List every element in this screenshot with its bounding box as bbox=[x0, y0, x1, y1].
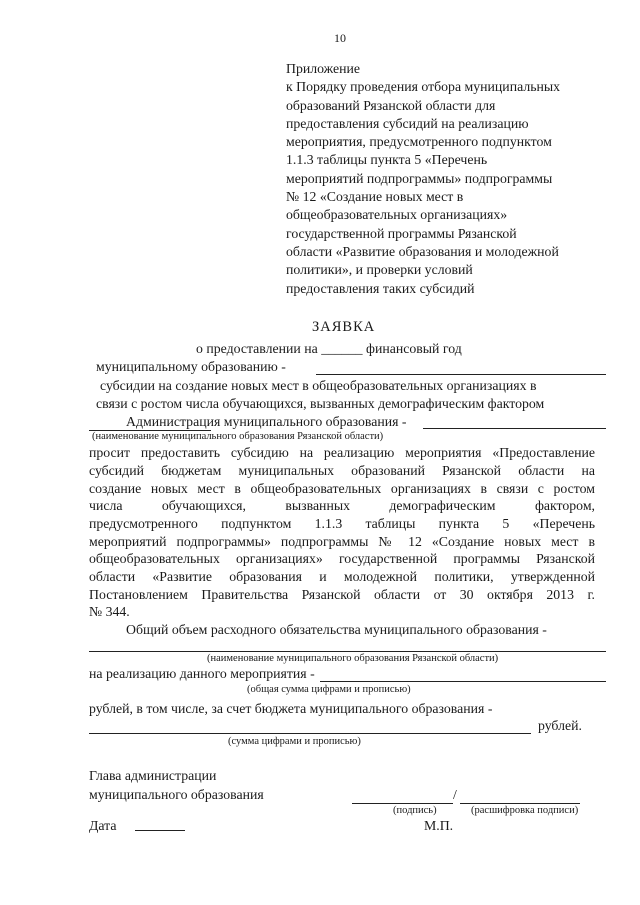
appendix-line: Приложение bbox=[286, 61, 361, 76]
request-line-last: № 344. bbox=[89, 604, 130, 619]
for-event-label: на реализацию данного мероприятия - bbox=[89, 666, 315, 681]
request-line: предусмотренного подпунктом 1.1.3 таблицы пункта 5 «Перечень bbox=[89, 516, 595, 531]
signature-slash: / bbox=[453, 787, 457, 802]
year-blank: ______ bbox=[321, 341, 363, 356]
subject-line: связи с ростом числа обучающихся, вызванных демографическим фактором bbox=[96, 396, 545, 411]
appendix-line: мероприятия, предусмотренного подпунктом bbox=[286, 134, 552, 150]
date-line bbox=[135, 830, 185, 831]
request-line: области «Развитие образования и молодежной политики, утвержденной bbox=[89, 569, 595, 584]
appendix-line: области «Развитие образования и молодежной bbox=[286, 243, 559, 259]
subtitle-suffix: финансовый год bbox=[366, 341, 462, 356]
subtitle-prefix: о предоставлении на bbox=[196, 341, 318, 356]
appendix-line: 1.1.3 таблицы пункта 5 «Перечень bbox=[286, 152, 488, 168]
request-line: Постановлением Правительства Рязанской области от 30 октября 2013 г. bbox=[89, 587, 595, 602]
request-line: просит предоставить субсидию на реализацию мероприятия «Предоставление bbox=[89, 445, 595, 460]
recipient-label: муниципальному образованию - bbox=[96, 359, 286, 374]
stamp-label: М.П. bbox=[424, 818, 454, 833]
appendix-line: предоставления таких субсидий bbox=[286, 280, 475, 296]
signature-line bbox=[352, 803, 453, 804]
total-sum-line bbox=[320, 681, 606, 682]
appendix-line: государственной программы Рязанской bbox=[286, 225, 517, 241]
appendix-line: мероприятий подпрограммы» подпрограммы bbox=[286, 170, 553, 186]
municipality-line bbox=[316, 374, 606, 375]
request-line: субсидий бюджетам муниципальных образований Рязанской области на bbox=[89, 463, 595, 478]
municipality-hint: (наименование муниципального образования Рязанской области) bbox=[92, 431, 384, 442]
appendix-line: общеобразовательных организациях» bbox=[286, 207, 508, 223]
subtitle bbox=[196, 341, 462, 357]
budget-sum-line bbox=[89, 733, 531, 734]
decryption-hint: (расшифровка подписи) bbox=[471, 805, 579, 816]
request-line: общеобразовательных организациях» государственной программы Рязанской bbox=[89, 551, 595, 566]
signature-hint: (подпись) bbox=[393, 805, 437, 816]
total-sum-hint: (общая сумма цифрами и прописью) bbox=[247, 684, 411, 695]
page-number: 10 bbox=[334, 31, 346, 45]
total-volume-line bbox=[89, 651, 606, 652]
administration-label: Администрация муниципального образования - bbox=[126, 414, 407, 429]
request-line: создание новых мест в общеобразовательных организациях в связи с ростом bbox=[89, 481, 595, 496]
document-title: ЗАЯВКА bbox=[312, 319, 376, 335]
appendix-line: политики», и проверки условий bbox=[286, 262, 473, 278]
sum-hint: (сумма цифрами и прописью) bbox=[228, 736, 361, 747]
total-volume-label: Общий объем расходного обязательства муниципального образования - bbox=[126, 622, 547, 637]
subject-line: субсидии на создание новых мест в общеобразовательных организациях в bbox=[100, 378, 537, 393]
appendix-block bbox=[286, 60, 560, 298]
including-label: рублей, в том числе, за счет бюджета муниципального образования - bbox=[89, 701, 493, 716]
decryption-line bbox=[460, 803, 580, 804]
appendix-line: предоставления субсидий на реализацию bbox=[286, 115, 529, 131]
appendix-line: образований Рязанской области для bbox=[286, 97, 496, 113]
head-line2: муниципального образования bbox=[89, 787, 264, 802]
municipality-hint-2: (наименование муниципального образования Рязанской области) bbox=[207, 653, 499, 664]
date-label: Дата bbox=[89, 818, 117, 833]
rubles-label: рублей. bbox=[538, 718, 582, 733]
appendix-line: № 12 «Создание новых мест в bbox=[286, 189, 464, 205]
appendix-line: к Порядку проведения отбора муниципальных bbox=[286, 79, 561, 95]
head-line1: Глава администрации bbox=[89, 768, 217, 783]
administration-line bbox=[423, 428, 606, 429]
request-line: числа обучающихся, вызванных демографическим фактором, bbox=[89, 498, 595, 513]
request-line: мероприятий подпрограммы» подпрограммы № 12 «Создание новых мест в bbox=[89, 534, 595, 549]
